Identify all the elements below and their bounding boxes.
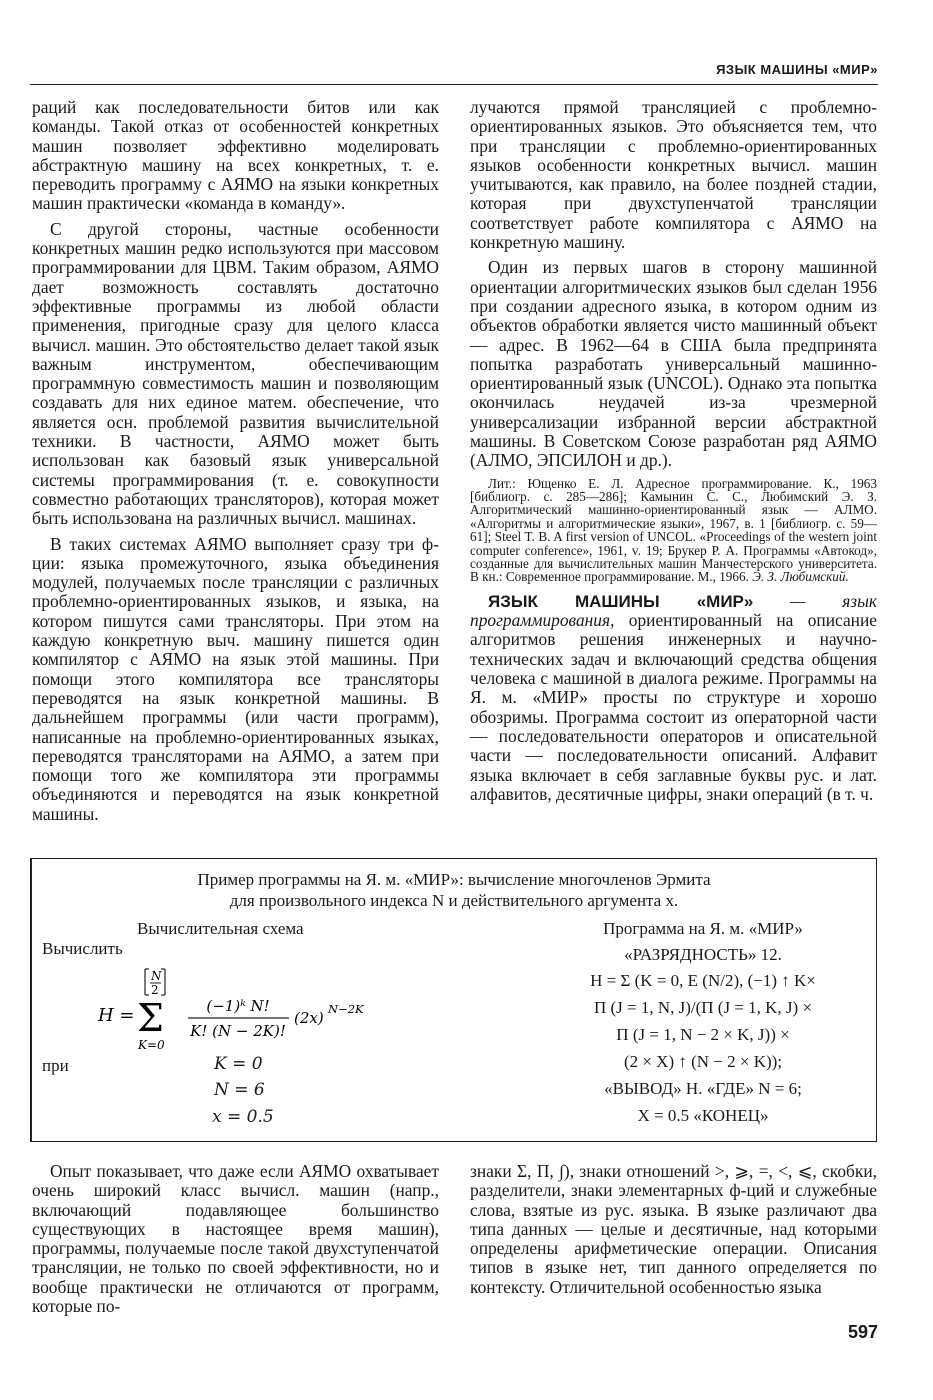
program-line: (2 × X) ↑ (N − 2 × K)); <box>623 1052 783 1071</box>
upper-limit-den: 2 <box>151 983 159 997</box>
scheme-heading: Вычислительная схема <box>137 919 304 938</box>
bottom-right-column <box>470 1162 877 1297</box>
compute-label: Вычислить <box>42 939 123 958</box>
power-exponent: N−2K <box>328 1002 364 1016</box>
program-line: Π (J = 1, N, J)/(Π (J = 1, K, J) × <box>593 998 813 1017</box>
when-label: при <box>42 1056 69 1075</box>
power-base: (2x) <box>294 1009 324 1027</box>
literature-text: Лит.: Ющенко Е. Л. Адресное программирование. К., 1963 [библиогр. с. 285—286]; Камынин С. С., Любимский Э. З. Алгоритмический машинно-ориентированный язык — АЛМО. «Алгоритмы и алгоритмические языки», 1967, в. 1 [библиогр. с. 59—61]; Steel T. B. A first version of UNCOL. «Proceedings of the western joint computer conference», 1961, v. 19; Брукер Р. А. Программы «Автокод», созданные для вычислительных машин Манчестерского университета. В кн.: Современное программирование. М., 1966. <box>470 475 877 585</box>
bottom-left-column <box>32 1162 439 1316</box>
condition-n: N = 6 <box>214 1080 265 1100</box>
program-line: «РАЗРЯДНОСТЬ» 12. <box>624 945 782 964</box>
top-left-column <box>32 98 439 824</box>
fraction-denominator: K! (N − 2K)! <box>190 1022 286 1040</box>
paragraph: лучаются прямой трансляцией с проблемно-ориентированных языков. Это объясняется тем, что при трансляции с проблемно-ориентированных языков особенности конкретных вычисл. машин учитываются, как правило, на более поздней стадии, которая при двухступенчатой трансляции соответствует работе компилятора с АЯМО на конкретную машину. <box>470 97 877 253</box>
article-lemma: ЯЗЫК МАШИНЫ «МИР» <box>488 591 754 611</box>
paragraph: знаки Σ, Π, ∫), знаки отношений >, ⩾, =, <, ⩽, скобки, разделители, знаки элементарных ф-ций и служебные слова, взятые из рус. языка. В языке различают два типа данных — целые и десятичные, над которыми определены арифметические операции. Описания типов в языке нет, тип данного определяется по контексту. Отличительной особенностью языка <box>470 1161 877 1297</box>
upper-limit: N <box>151 969 162 983</box>
example-title-line: Пример программы на Я. м. «МИР»: вычисление многочленов Эрмита <box>197 870 711 889</box>
paragraph: С другой стороны, частные особенности конкретных машин редко используются при массовом программировании для ЦВМ. Таким образом, АЯМО дает возможность составлять достаточно эффективные программы из любой области применения, пригодные сразу для целого класса вычисл. машин. Это обстоятельство делает такой язык важным инструментом, обеспечивающим программную совместимость машин и позволяющим создавать для них единое матем. обеспечение, что является осн. проблемой развития вычислительной техники. В частности, АЯМО может быть использован как базовый язык универсальной системы программирования (т. е. совокупности совместно работающих трансляторов), которая может быть использована на различных вычисл. машинах. <box>32 218 439 529</box>
program-line: H = Σ (K = 0, E (N/2), (−1) ↑ K× <box>590 971 816 990</box>
program-heading: Программа на Я. м. «МИР» <box>603 919 803 938</box>
condition-k: K = 0 <box>214 1054 263 1074</box>
condition-x: x = 0.5 <box>212 1107 274 1127</box>
literature-list <box>470 477 877 584</box>
fraction-numerator: (−1)ᵏ N! <box>206 997 270 1015</box>
lemma-definition: — язык программирования, <box>470 590 877 631</box>
literature-author: Э. З. Любимский. <box>752 569 849 585</box>
running-head: ЯЗЫК МАШИНЫ «МИР» <box>716 62 878 77</box>
lower-limit: K=0 <box>138 1038 165 1052</box>
article-entry <box>470 592 877 804</box>
example-box <box>30 858 877 1142</box>
top-right-column <box>470 98 877 804</box>
hermite-formula <box>92 961 422 1061</box>
article-text: ориентированный на описание алгоритмов решения инженерных и научно-технических задач и включающий средства общения человека с машиной в диалога режиме. Программы на Я. м. «МИР» просты по структуре и хорошо обозримы. Программа состоит из операторной части — последовательности операторов и описательной части — последовательности описаний. Алфавит языка включает в себя заглавные буквы рус. и лат. алфавитов, десятичные цифры, знаки операций (в т. ч. <box>470 610 877 804</box>
program-line: Π (J = 1, N − 2 × K, J)) × <box>616 1025 790 1044</box>
page-number: 597 <box>847 1322 878 1342</box>
sum-sign: Σ <box>137 996 164 1040</box>
formula-lhs: H = <box>98 1005 135 1026</box>
paragraph: Один из первых шагов в сторону машинной ориентации алгоритмических языков был сделан 1956 при создании адресного языка, в котором одним из объектов обработки является чисто машинный объект — адрес. В 1962—64 в США была предпринята попытка разработать универсальный машинно-ориентированный язык (UNCOL). Однако эта попытка окончилась неудачей из-за чрезмерной универсализации избранной версии абстрактной машины. В Советском Союзе разработан ряд АЯМО (АЛМО, ЭПСИЛОН и др.). <box>470 257 877 471</box>
paragraph: Опыт показывает, что даже если АЯМО охватывает очень широкий класс вычисл. машин (напр., включающий подавляющее большинство существующих в настоящее время машин), программы, получаемые после такой двухступенчатой трансляции, не только по своей эффективности, но и вообще практически не отличаются от программ, которые по- <box>32 1161 439 1317</box>
header-rule <box>30 84 878 85</box>
example-title <box>32 869 876 911</box>
example-title-line: для произвольного индекса N и действительного аргумента x. <box>229 891 679 910</box>
paragraph: раций как последовательности битов или как команды. Такой отказ от особенностей конкретных машин позволяет эффективно моделировать абстрактную машину на всех конкретных, т. е. переводить программу с АЯМО на языки конкретных машин практически «команда в команду». <box>32 97 439 214</box>
program-line: X = 0.5 «КОНЕЦ» <box>637 1106 769 1125</box>
paragraph: В таких системах АЯМО выполняет сразу три ф-ции: языка промежуточного, языка объединения модулей, получаемых после трансляции с различных проблемно-ориентированных языков, и языка, на котором пишутся сами трансляторы. При этом на каждую конкретную выч. машину пишется один компилятор с АЯМО на язык этой машины. При помощи этого компилятора все трансляторы переводятся на язык конкретной машины. В дальнейшем программы (или части программ), написанные на проблемно-ориентированных языках, переводятся трансляторами на АЯМО, а затем при помощи того же компилятора эти программы объединяются и переводятся на язык конкретной машины. <box>32 533 439 824</box>
program-line: «ВЫВОД» H. «ГДЕ» N = 6; <box>604 1079 802 1098</box>
